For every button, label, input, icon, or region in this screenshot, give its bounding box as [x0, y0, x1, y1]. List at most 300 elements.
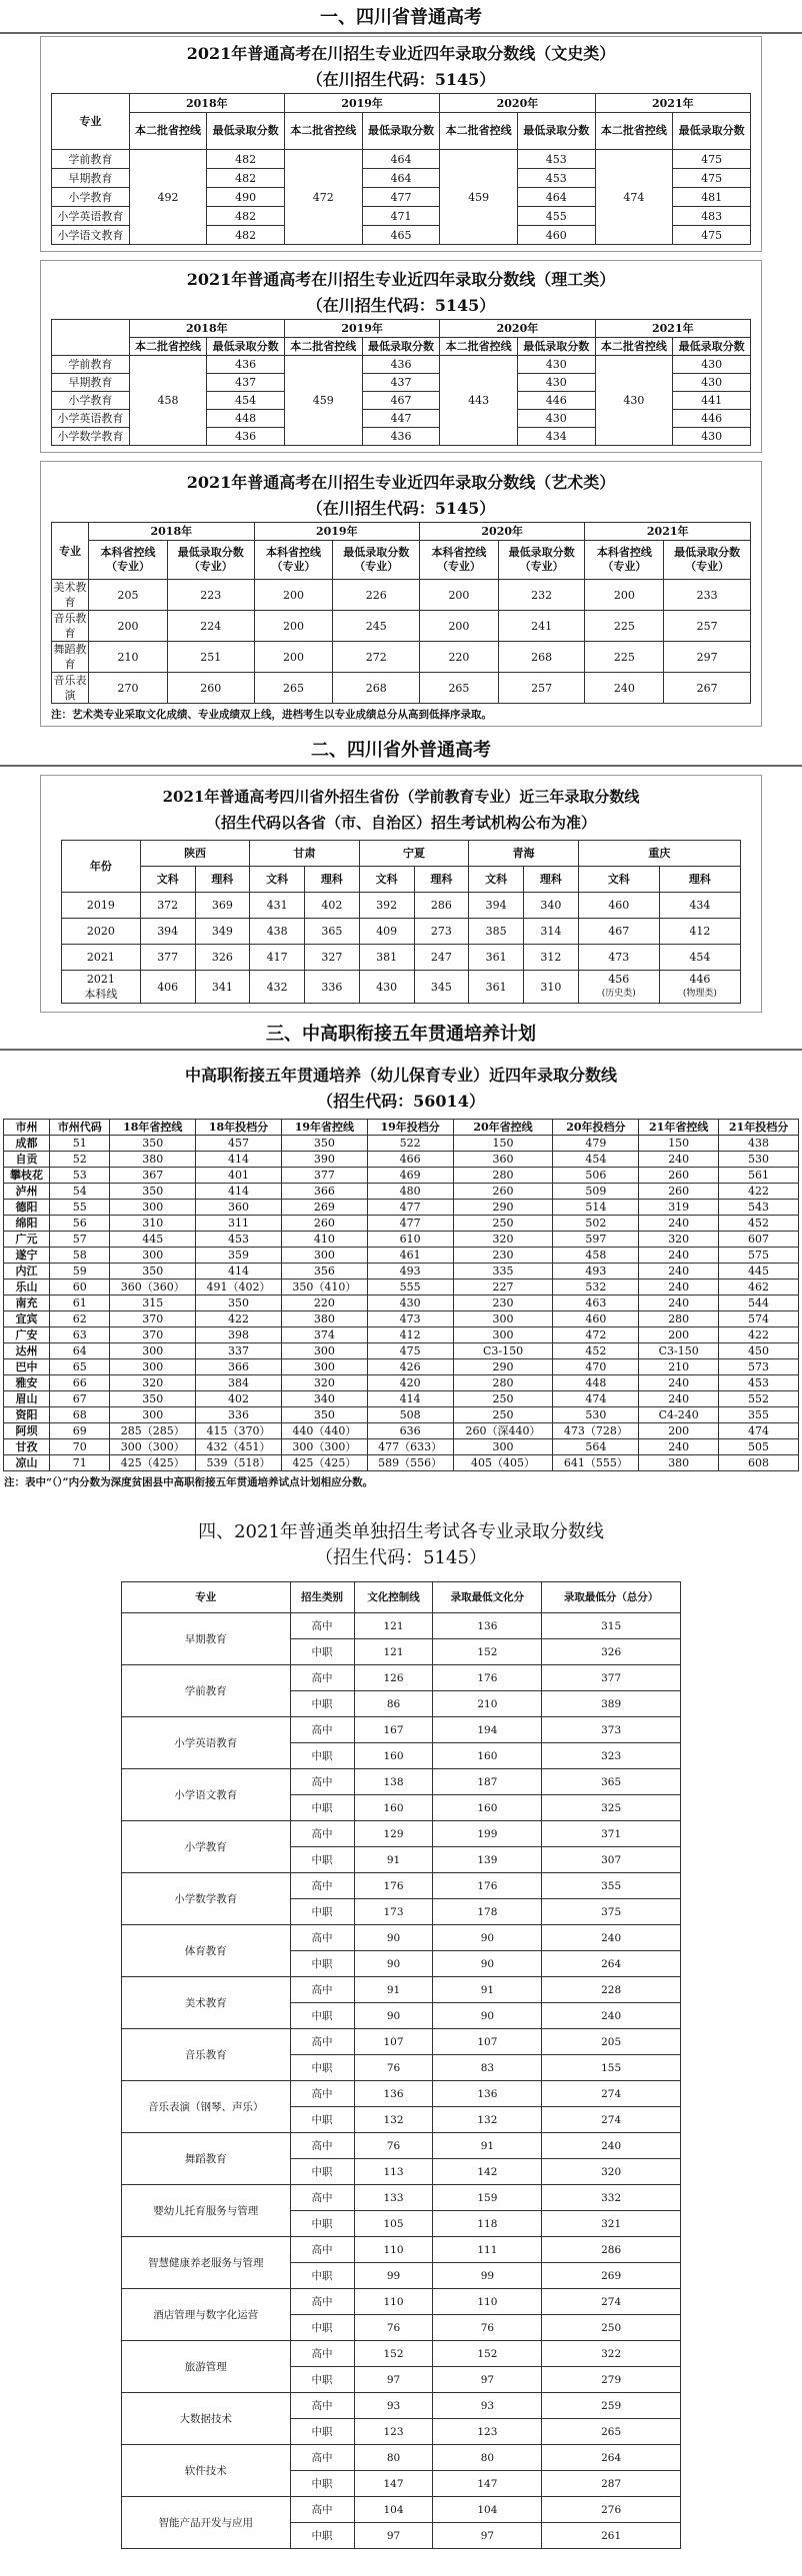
score: 232: [498, 580, 585, 611]
ligong-title: 2021年普通高考在川招生专业近四年录取分数线（理工类）: [186, 270, 616, 289]
score: 410: [281, 1232, 367, 1248]
column-header: 录取最低文化分: [433, 1582, 542, 1613]
min-score: 464: [517, 188, 595, 207]
yishu-note: 注：艺术类专业采取文化成绩、专业成绩双上线，进档考生以专业成绩总分从高到低择序录取。: [51, 709, 492, 721]
score: 477: [367, 1200, 453, 1216]
table-row: [4, 1343, 799, 1359]
major-name: 舞蹈教育: [122, 2133, 291, 2185]
wenshi-block: [40, 36, 762, 252]
score: 260: [639, 1184, 719, 1200]
score: 228: [542, 1977, 681, 2003]
ligong-block: [40, 260, 762, 453]
score: 460: [578, 893, 659, 919]
category: 高中: [290, 2497, 354, 2523]
table-row: [122, 2497, 681, 2523]
min-score-header: 最低录取分数: [362, 338, 440, 356]
table-row: [4, 1423, 799, 1439]
batch-header: 本二批省控线: [129, 113, 207, 150]
year-header: 2018年: [89, 523, 254, 541]
batch-line: 474: [595, 150, 673, 245]
score: 274: [542, 2081, 681, 2107]
column-header: 20年省控线: [453, 1120, 553, 1136]
city-name: 德阳: [4, 1200, 50, 1216]
category: 中职: [290, 1743, 354, 1769]
major-name: 早期教育: [52, 374, 130, 392]
score: 173: [354, 1899, 433, 1925]
score: 71: [50, 1455, 110, 1471]
score: 345: [414, 971, 469, 1004]
score: 445: [719, 1264, 799, 1280]
year-header: 2019年: [284, 320, 439, 338]
category: 中职: [290, 1795, 354, 1821]
table-row: [62, 919, 741, 945]
score: 522: [367, 1136, 453, 1152]
score: 377: [542, 1665, 681, 1691]
s2-title: 2021年普通高考四川省外招生省份（学前教育专业）近三年录取分数线: [162, 788, 640, 806]
score: 365: [542, 1769, 681, 1795]
s4-code: （招生代码：5145）: [315, 1547, 487, 1568]
score: 123: [354, 2419, 433, 2445]
score: 320: [542, 2159, 681, 2185]
score: 337: [196, 1343, 282, 1359]
category: 高中: [290, 2133, 354, 2159]
table-row: [122, 1821, 681, 1847]
score: 412: [659, 919, 740, 945]
year-header: 2020年: [420, 523, 585, 541]
column-header: 专业: [122, 1582, 291, 1613]
year-header: 2020年: [440, 320, 595, 338]
city-name: 广安: [4, 1327, 50, 1343]
score: 350: [281, 1136, 367, 1152]
table-row: [122, 1977, 681, 2003]
batch-line: 472: [284, 150, 362, 245]
score: 194: [433, 1717, 542, 1743]
score: 505: [719, 1439, 799, 1455]
score: 300: [110, 1359, 196, 1375]
score: 138: [354, 1769, 433, 1795]
score: 257: [664, 611, 751, 642]
score: 240: [639, 1439, 719, 1455]
score: 422: [196, 1311, 282, 1327]
score: 470: [553, 1359, 639, 1375]
score: 320: [281, 1375, 367, 1391]
major-name: 小学数学教育: [122, 1873, 291, 1925]
ligong-code: （在川招生代码：5145）: [306, 296, 496, 315]
score: 422: [719, 1184, 799, 1200]
score: 90: [354, 1951, 433, 1977]
score: 432（451）: [196, 1439, 282, 1455]
score: 300: [281, 1359, 367, 1375]
score: 150: [453, 1136, 553, 1152]
min-score-header: 最低录取分数（专业）: [664, 541, 751, 580]
province-header: 陕西: [140, 841, 249, 867]
yishu-block: [40, 461, 762, 727]
score: 300: [281, 1343, 367, 1359]
score: 438: [719, 1136, 799, 1152]
table-row: [122, 1582, 681, 1613]
score: 502: [553, 1216, 639, 1232]
score: 366: [196, 1359, 282, 1375]
score: 265: [420, 673, 499, 704]
score: 300: [281, 1248, 367, 1264]
table-row: [4, 1168, 799, 1184]
min-score: 453: [517, 150, 595, 169]
score: 107: [354, 2029, 433, 2055]
table-row: [52, 673, 751, 704]
table-row: [4, 1295, 799, 1311]
min-score: 455: [517, 207, 595, 226]
score: 508: [367, 1407, 453, 1423]
score: 90: [354, 2003, 433, 2029]
table-row: [52, 320, 751, 338]
category: 高中: [290, 2185, 354, 2211]
city-name: 泸州: [4, 1184, 50, 1200]
section-2-heading: 二、四川省外普通高考: [0, 733, 802, 769]
score: 251: [167, 642, 254, 673]
score: 136: [433, 1613, 542, 1639]
score: 463: [553, 1295, 639, 1311]
score: 155: [542, 2055, 681, 2081]
score: 290: [453, 1359, 553, 1375]
score: 160: [433, 1795, 542, 1821]
major-name: 小学教育: [52, 188, 130, 207]
score: 454: [659, 945, 740, 971]
wenke-header: 文科: [250, 867, 305, 893]
score: 264: [542, 2445, 681, 2471]
score: 312: [523, 945, 578, 971]
score: 543: [719, 1200, 799, 1216]
score: 176: [433, 1873, 542, 1899]
min-score: 430: [517, 356, 595, 374]
score: 272: [333, 642, 420, 673]
min-score: 464: [362, 150, 440, 169]
score: 245: [333, 611, 420, 642]
score: 336: [305, 971, 360, 1004]
score: 555: [367, 1280, 453, 1295]
min-score: 441: [673, 392, 751, 410]
score: 315: [110, 1295, 196, 1311]
s2-code: （招生代码以各省（市、自治区）招生考试机构公布为准）: [205, 814, 596, 832]
table-row: [122, 2393, 681, 2419]
min-score: 467: [362, 392, 440, 410]
score: 530: [553, 1407, 639, 1423]
score: 139: [433, 1847, 542, 1873]
score: 290: [453, 1200, 553, 1216]
score: 385: [469, 919, 524, 945]
min-score: 482: [207, 169, 285, 188]
table-row: [122, 2289, 681, 2315]
score: 539（518）: [196, 1455, 282, 1471]
min-score: 464: [362, 169, 440, 188]
score: 240: [639, 1375, 719, 1391]
min-score-header: 最低录取分数（专业）: [167, 541, 254, 580]
score: 493: [553, 1264, 639, 1280]
score: 514: [553, 1200, 639, 1216]
score: 269: [281, 1200, 367, 1216]
score: 276: [542, 2497, 681, 2523]
min-score: 460: [517, 226, 595, 245]
category: 高中: [290, 2445, 354, 2471]
category: 中职: [290, 1691, 354, 1717]
score: 440（440）: [281, 1423, 367, 1439]
score: 326: [542, 1639, 681, 1665]
column-header: 18年投档分: [196, 1120, 282, 1136]
score: 430: [367, 1295, 453, 1311]
year-line-2: 本科线: [84, 988, 118, 1001]
score: 340: [281, 1391, 367, 1407]
score: 68: [50, 1407, 110, 1423]
score: 544: [719, 1295, 799, 1311]
wenke-header: 文科: [140, 867, 195, 893]
score: 350（410）: [281, 1280, 367, 1295]
score: 561: [719, 1168, 799, 1184]
score: 159: [433, 2185, 542, 2211]
score: 224: [167, 611, 254, 642]
score: 99: [354, 2263, 433, 2289]
table-row: [122, 2185, 681, 2211]
score: 110: [354, 2237, 433, 2263]
score: 356: [281, 1264, 367, 1280]
category: 中职: [290, 2263, 354, 2289]
score: 121: [354, 1613, 433, 1639]
score: 453: [196, 1232, 282, 1248]
city-name: 攀枝花: [4, 1168, 50, 1184]
score: 462: [719, 1280, 799, 1295]
min-score: 483: [673, 207, 751, 226]
score: 452: [719, 1216, 799, 1232]
min-score: 430: [517, 374, 595, 392]
table-row: [62, 971, 741, 1004]
score: 355: [719, 1407, 799, 1423]
table-row: [4, 1455, 799, 1471]
min-score: 477: [362, 188, 440, 207]
score: 374: [281, 1327, 367, 1343]
score-value: 456: [608, 973, 630, 986]
score: 360（360）: [110, 1280, 196, 1295]
score: 240: [542, 1925, 681, 1951]
score: 111: [433, 2237, 542, 2263]
score: 93: [433, 2393, 542, 2419]
score: 240: [585, 673, 664, 704]
min-score-header: 最低录取分数: [207, 338, 285, 356]
score: 477（633）: [367, 1439, 453, 1455]
score: 66: [50, 1375, 110, 1391]
score: 200: [254, 611, 333, 642]
score: 287: [542, 2471, 681, 2497]
min-score: 430: [517, 410, 595, 428]
score: 99: [433, 2263, 542, 2289]
score: 80: [433, 2445, 542, 2471]
score: 90: [433, 1925, 542, 1951]
major-name: 小学英语教育: [52, 207, 130, 226]
min-score: 436: [362, 428, 440, 446]
s4-title: 四、2021年普通类单独招生考试各专业录取分数线: [198, 1521, 604, 1542]
major-name: 学前教育: [52, 356, 130, 374]
table-row: [52, 338, 751, 356]
column-header: 21年投档分: [719, 1120, 799, 1136]
score: 405（405）: [453, 1455, 553, 1471]
table-row: [4, 1439, 799, 1455]
score: 83: [433, 2055, 542, 2081]
category: 高中: [290, 2237, 354, 2263]
score: 564: [553, 1439, 639, 1455]
min-score-header: 最低录取分数: [207, 113, 285, 150]
score: 608: [719, 1455, 799, 1471]
batch-header: 本二批省控线: [284, 338, 362, 356]
score-category: (物理类): [682, 989, 717, 999]
score: 475: [367, 1343, 453, 1359]
table-row: [4, 1327, 799, 1343]
score: 136: [433, 2081, 542, 2107]
score: 176: [433, 1665, 542, 1691]
score: 286: [542, 2237, 681, 2263]
batch-line: 430: [595, 356, 673, 446]
score: 417: [250, 945, 305, 971]
score: 341: [195, 971, 250, 1004]
score: 367: [110, 1168, 196, 1184]
category: 中职: [290, 2055, 354, 2081]
table-row: [122, 2029, 681, 2055]
score: 187: [433, 1769, 542, 1795]
min-score: 454: [207, 392, 285, 410]
year-line-1: 2021: [86, 973, 115, 986]
major-header: 专业: [52, 94, 130, 150]
score: [659, 971, 740, 1004]
score: 67: [50, 1391, 110, 1407]
table-row: [4, 1311, 799, 1327]
score: 422: [719, 1327, 799, 1343]
score: 230: [453, 1248, 553, 1264]
city-name: 巴中: [4, 1359, 50, 1375]
yishu-title: 2021年普通高考在川招生专业近四年录取分数线（艺术类）: [186, 473, 616, 492]
score: 323: [542, 1743, 681, 1769]
score: 167: [354, 1717, 433, 1743]
score: 431: [250, 893, 305, 919]
min-score: 430: [673, 428, 751, 446]
score: 457: [196, 1136, 282, 1152]
s3-code: （招生代码：56014）: [317, 1092, 485, 1111]
score: 350: [281, 1407, 367, 1423]
min-score: 475: [673, 169, 751, 188]
score: 361: [469, 945, 524, 971]
score: 61: [50, 1295, 110, 1311]
score: 371: [542, 1821, 681, 1847]
score: 414: [196, 1152, 282, 1168]
line-header: 本科省控线（专业）: [254, 541, 333, 580]
min-score-header: 最低录取分数: [673, 113, 751, 150]
score: 300（300）: [281, 1439, 367, 1455]
table-row: [122, 2445, 681, 2471]
score: 257: [498, 673, 585, 704]
min-score: 447: [362, 410, 440, 428]
score: 350: [110, 1264, 196, 1280]
wenke-header: 文科: [578, 867, 659, 893]
score: 438: [250, 919, 305, 945]
score: 406: [140, 971, 195, 1004]
score: 366: [281, 1184, 367, 1200]
score: 267: [664, 673, 751, 704]
score: 280: [453, 1375, 553, 1391]
major-name: 美术教育: [52, 580, 89, 611]
score: 434: [659, 893, 740, 919]
table-row: [62, 867, 741, 893]
score: 350: [196, 1295, 282, 1311]
table-row: [122, 1717, 681, 1743]
score: 509: [553, 1184, 639, 1200]
score: 454: [553, 1152, 639, 1168]
score: 469: [367, 1168, 453, 1184]
year-cell: 2020: [62, 919, 141, 945]
line-header: 本科省控线（专业）: [420, 541, 499, 580]
score: 372: [140, 893, 195, 919]
score: 69: [50, 1423, 110, 1439]
score: 233: [664, 580, 751, 611]
province-header: 宁夏: [359, 841, 468, 867]
score: 350: [110, 1136, 196, 1152]
score: 200: [254, 580, 333, 611]
score: 361: [469, 971, 524, 1004]
score: 445: [110, 1232, 196, 1248]
score: 425（425）: [281, 1455, 367, 1471]
score: 97: [433, 2367, 542, 2393]
table-row: [122, 1925, 681, 1951]
score: 268: [333, 673, 420, 704]
score: 273: [414, 919, 469, 945]
table-row: [122, 1769, 681, 1795]
major-name: 小学语文教育: [52, 226, 130, 245]
score: 136: [354, 2081, 433, 2107]
score: C4-240: [639, 1407, 719, 1423]
batch-header: 本二批省控线: [595, 113, 673, 150]
score: 506: [553, 1168, 639, 1184]
score: 394: [469, 893, 524, 919]
score: 311: [196, 1216, 282, 1232]
score: 335: [453, 1264, 553, 1280]
wenshi-table: [51, 93, 751, 245]
score: 375: [542, 1899, 681, 1925]
score: 573: [719, 1359, 799, 1375]
score: 332: [542, 2185, 681, 2211]
score: 460: [553, 1311, 639, 1327]
score: 51: [50, 1136, 110, 1152]
section-3-heading: 三、中高职衔接五年贯通培养计划: [0, 1017, 802, 1053]
city-name: 自贡: [4, 1152, 50, 1168]
score: 607: [719, 1232, 799, 1248]
score: 210: [639, 1359, 719, 1375]
category: 高中: [290, 2341, 354, 2367]
category: 高中: [290, 1769, 354, 1795]
city-name: 眉山: [4, 1391, 50, 1407]
like-header: 理科: [523, 867, 578, 893]
table-row: [4, 1152, 799, 1168]
province-header: 重庆: [578, 841, 740, 867]
score: 280: [453, 1168, 553, 1184]
score: 377: [281, 1168, 367, 1184]
score: 279: [542, 2367, 681, 2393]
score: 152: [433, 2341, 542, 2367]
score: 300（300）: [110, 1439, 196, 1455]
score: 390: [281, 1152, 367, 1168]
score: 300: [453, 1327, 553, 1343]
score: 64: [50, 1343, 110, 1359]
score: 326: [195, 945, 250, 971]
like-header: 理科: [414, 867, 469, 893]
city-name: 南充: [4, 1295, 50, 1311]
score: 425（425）: [110, 1455, 196, 1471]
score: 123: [433, 2419, 542, 2445]
line-header: 本科省控线（专业）: [585, 541, 664, 580]
score: 93: [354, 2393, 433, 2419]
